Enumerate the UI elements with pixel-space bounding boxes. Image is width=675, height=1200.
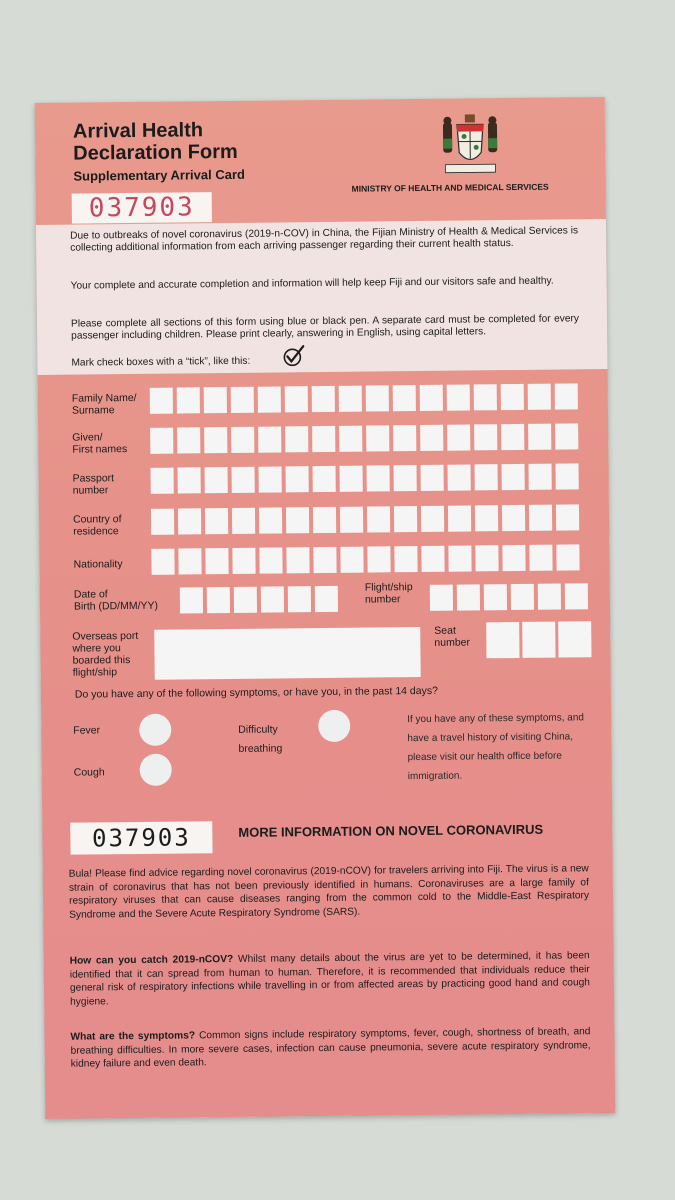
char-box[interactable] [556, 544, 579, 570]
char-box[interactable] [484, 584, 507, 610]
char-box[interactable] [528, 384, 551, 410]
char-box[interactable] [421, 546, 444, 572]
given-names-boxes[interactable] [150, 423, 578, 453]
ministry-name: MINISTRY OF HEALTH AND MEDICAL SERVICES [351, 181, 549, 194]
passport-label: Passport number [72, 472, 115, 497]
cough-checkbox[interactable] [140, 754, 172, 786]
char-box[interactable] [421, 506, 444, 532]
fever-label: Fever [73, 724, 101, 737]
char-box[interactable] [475, 505, 498, 531]
intro-paragraph-1: Due to outbreaks of novel coronavirus (2019-n-COV) in China, the Fijian Ministry of Health & Medical Services is collecting additional information from each arriving passenger regarding their current health status. [70, 225, 579, 254]
char-box[interactable] [367, 546, 390, 572]
title-line-2: Declaration Form [73, 140, 238, 165]
char-box[interactable] [261, 586, 284, 612]
char-box[interactable] [393, 425, 416, 451]
family-name-label: Family Name/ Surname [71, 391, 137, 417]
char-box[interactable] [151, 468, 174, 494]
country-label: Country of residence [72, 513, 122, 538]
char-box[interactable] [151, 549, 174, 575]
char-box[interactable] [529, 505, 552, 531]
char-box[interactable] [339, 386, 362, 412]
nationality-label: Nationality [73, 558, 123, 571]
char-box[interactable] [312, 426, 335, 452]
flight-label: Flight/ship number [364, 581, 413, 606]
family-name-boxes[interactable] [150, 383, 578, 413]
info-paragraph-1: Bula! Please find advice regarding novel coronavirus (2019-nCOV) for travelers arriving into Fiji. The virus is a new strain of coronavirus that has not been previously identified in humans. Coronaviruses are a large family of respiratory viruses that can cause diseases ranging from the common cold to the Middle-East Respiratory Syndrome and the Severe Acute Respiratory Syndrome (SARS). [68, 863, 590, 921]
card-header [35, 97, 606, 223]
char-box[interactable] [558, 621, 591, 657]
char-box[interactable] [474, 384, 497, 410]
char-box[interactable] [231, 387, 254, 413]
char-box[interactable] [555, 423, 578, 449]
char-box[interactable] [259, 466, 282, 492]
char-box[interactable] [178, 508, 201, 534]
char-box[interactable] [448, 505, 471, 531]
char-box[interactable] [313, 547, 336, 573]
declaration-card [35, 97, 616, 1119]
seat-label: Seat number [434, 624, 471, 649]
char-box[interactable] [522, 622, 555, 658]
title-line-1: Arrival Health [72, 119, 204, 143]
char-box[interactable] [151, 509, 174, 535]
char-box[interactable] [285, 426, 308, 452]
char-box[interactable] [502, 505, 525, 531]
char-box[interactable] [340, 507, 363, 533]
info-title: MORE INFORMATION ON NOVEL CORONAVIRUS [238, 821, 544, 840]
intro-paragraph-2: Your complete and accurate completion and information will help keep Fiji and our visitors safe and healthy. [70, 275, 554, 292]
char-box[interactable] [288, 586, 311, 612]
char-box[interactable] [486, 622, 519, 658]
char-box[interactable] [286, 547, 309, 573]
char-box[interactable] [259, 547, 282, 573]
info-paragraph-2 [70, 949, 591, 1008]
char-box[interactable] [313, 507, 336, 533]
checkmark-circle-icon [282, 343, 306, 367]
char-box[interactable] [448, 545, 471, 571]
difficulty-breathing-label: Difficulty breathing [238, 723, 283, 755]
info-serial-number: 037903 [70, 821, 212, 854]
port-label: Overseas port where you boarded this flight/ship [72, 629, 139, 679]
char-box[interactable] [180, 587, 203, 613]
char-box[interactable] [207, 587, 230, 613]
char-box[interactable] [178, 548, 201, 574]
fiji-coat-of-arms-icon [435, 112, 506, 183]
char-box[interactable] [529, 464, 552, 490]
char-box[interactable] [475, 545, 498, 571]
char-box[interactable] [394, 506, 417, 532]
char-box[interactable] [502, 464, 525, 490]
port-field[interactable] [154, 627, 421, 680]
char-box[interactable] [205, 467, 228, 493]
char-box[interactable] [430, 585, 453, 611]
char-box[interactable] [394, 546, 417, 572]
char-box[interactable] [204, 427, 227, 453]
char-box[interactable] [367, 506, 390, 532]
char-box[interactable] [178, 467, 201, 493]
char-box[interactable] [150, 388, 173, 414]
char-box[interactable] [204, 387, 227, 413]
char-box[interactable] [394, 465, 417, 491]
char-box[interactable] [258, 426, 281, 452]
dob-label: Date of Birth (DD/MM/YY) [73, 588, 159, 613]
char-box[interactable] [501, 424, 524, 450]
char-box[interactable] [231, 427, 254, 453]
intro-section [36, 219, 608, 375]
char-box[interactable] [421, 465, 444, 491]
char-box[interactable] [205, 508, 228, 534]
char-box[interactable] [556, 463, 579, 489]
flight-boxes[interactable] [430, 583, 588, 611]
info-paragraph-2-text: Whilst many details about the virus are yet to be determined, it has been identified that it can spread from human to human. Therefore, it is recommended that individuals reduce their general risk of respiratory infections while travelling in or from affected areas by practicing good hand and cough hygiene. [69, 950, 590, 1008]
difficulty-breathing-checkbox[interactable] [318, 710, 350, 742]
char-box[interactable] [420, 425, 443, 451]
char-box[interactable] [447, 424, 470, 450]
char-box[interactable] [502, 545, 525, 571]
char-box[interactable] [366, 385, 389, 411]
char-box[interactable] [366, 425, 389, 451]
char-box[interactable] [565, 583, 588, 609]
char-box[interactable] [367, 465, 390, 491]
char-box[interactable] [315, 586, 338, 612]
char-box[interactable] [312, 386, 335, 412]
char-box[interactable] [285, 386, 308, 412]
char-box[interactable] [234, 587, 257, 613]
char-box[interactable] [232, 467, 255, 493]
char-box[interactable] [177, 387, 200, 413]
char-box[interactable] [447, 384, 470, 410]
char-box[interactable] [177, 427, 200, 453]
char-box[interactable] [501, 384, 524, 410]
form-title [73, 119, 238, 165]
info-paragraph-3 [70, 1025, 590, 1071]
char-box[interactable] [232, 508, 255, 534]
char-box[interactable] [511, 584, 534, 610]
char-box[interactable] [205, 548, 228, 574]
char-box[interactable] [232, 548, 255, 574]
tick-instruction: Mark check boxes with a “tick”, like this: [71, 355, 251, 369]
char-box[interactable] [258, 386, 281, 412]
char-box[interactable] [420, 385, 443, 411]
country-boxes[interactable] [151, 504, 579, 534]
char-box[interactable] [457, 584, 480, 610]
dob-boxes[interactable] [180, 586, 338, 614]
char-box[interactable] [313, 466, 336, 492]
serial-number: 037903 [72, 192, 212, 223]
seat-boxes[interactable] [486, 621, 591, 658]
info-paragraph-3-heading: What are the symptoms? [70, 1030, 196, 1043]
char-box[interactable] [529, 545, 552, 571]
info-paragraph-2-heading: How can you catch 2019-nCOV? [69, 953, 234, 967]
char-box[interactable] [555, 383, 578, 409]
given-names-label: Given/ First names [72, 431, 128, 456]
char-box[interactable] [150, 428, 173, 454]
cough-label: Cough [73, 766, 105, 779]
fever-checkbox[interactable] [139, 714, 171, 746]
info-paragraph-3-text: Common signs include respiratory symptoms, fever, cough, shortness of breath, and breathing difficulties. In more severe cases, infection can cause pneumonia, severe acute respiratory syndrome, kidney failure and even death. [70, 1026, 591, 1070]
char-box[interactable] [528, 424, 551, 450]
char-box[interactable] [474, 424, 497, 450]
form-subtitle: Supplementary Arrival Card [73, 166, 246, 184]
char-box[interactable] [339, 426, 362, 452]
char-box[interactable] [286, 466, 309, 492]
intro-paragraph-3: Please complete all sections of this form using blue or black pen. A separate card must be completed for every passenger including children. Please print clearly, answering in English, using capital letters. [70, 313, 580, 342]
char-box[interactable] [259, 507, 282, 533]
char-box[interactable] [393, 385, 416, 411]
char-box[interactable] [286, 507, 309, 533]
symptoms-advice: If you have any of these symptoms, and have a travel history of visiting China, please visit our health office before immigration. [407, 712, 584, 783]
passport-boxes[interactable] [151, 463, 579, 493]
symptoms-question: Do you have any of the following symptoms, or have you, in the past 14 days? [74, 684, 438, 701]
char-box[interactable] [538, 584, 561, 610]
char-box[interactable] [475, 464, 498, 490]
nationality-boxes[interactable] [151, 544, 579, 574]
char-box[interactable] [340, 547, 363, 573]
char-box[interactable] [448, 464, 471, 490]
char-box[interactable] [340, 466, 363, 492]
char-box[interactable] [556, 504, 579, 530]
